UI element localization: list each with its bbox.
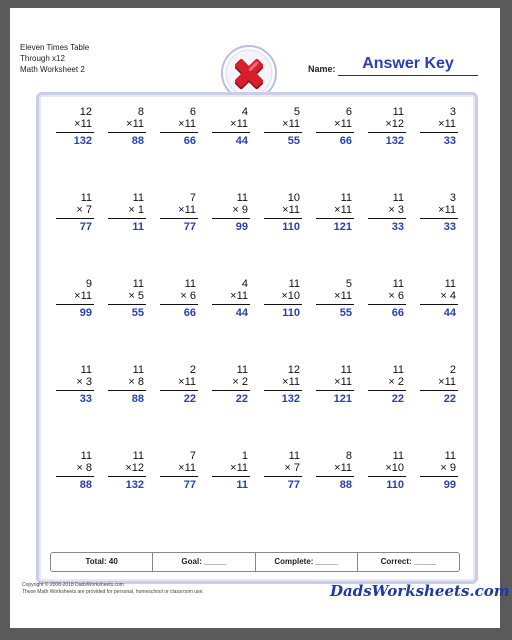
problem (312, 364, 356, 414)
answer-rule (264, 390, 302, 391)
multiplier: ×11 (230, 290, 248, 302)
problem (312, 450, 356, 500)
problem (104, 364, 148, 414)
answer-rule (160, 390, 198, 391)
multiplicand: 11 (392, 364, 404, 376)
problem (416, 106, 460, 156)
multiplier: ×11 (334, 376, 352, 388)
multiplicand: 12 (287, 364, 300, 376)
multiplier: ×11 (438, 376, 456, 388)
answer: 77 (287, 479, 300, 491)
multiplier: ×11 (178, 376, 196, 388)
answer: 66 (391, 307, 404, 319)
answer-rule (316, 218, 354, 219)
problem (416, 278, 460, 328)
multiplicand: 1 (241, 450, 248, 462)
answer: 11 (236, 479, 248, 491)
multiplier: × 8 (128, 376, 144, 388)
multiplier: ×11 (178, 118, 196, 130)
answer-rule (264, 132, 302, 133)
copyright-line-2: These Math Worksheets are provided for personal, homeschool or classroom use. (22, 589, 204, 595)
problem-row (42, 106, 462, 166)
answer: 88 (339, 479, 352, 491)
answer-rule (264, 218, 302, 219)
multiplicand: 11 (80, 450, 92, 462)
problem (208, 192, 252, 242)
problem (416, 450, 460, 500)
problem (416, 192, 460, 242)
answer-rule (368, 218, 406, 219)
answer-rule (212, 390, 250, 391)
problem (364, 364, 408, 414)
answer-rule (108, 476, 146, 477)
answer-rule (264, 476, 302, 477)
problem (260, 364, 304, 414)
answer: 66 (183, 307, 196, 319)
problem (208, 106, 252, 156)
multiplicand: 11 (392, 450, 404, 462)
answer: 99 (79, 307, 92, 319)
answer: 44 (443, 307, 456, 319)
problem (52, 364, 96, 414)
multiplier: ×11 (126, 118, 144, 130)
answer: 121 (333, 221, 352, 233)
total-count: Total: 40 (51, 553, 153, 571)
multiplicand: 12 (79, 106, 92, 118)
multiplicand: 11 (236, 364, 248, 376)
problem (52, 450, 96, 500)
problem (52, 106, 96, 156)
multiplicand: 11 (132, 450, 144, 462)
answer-rule (264, 304, 302, 305)
answer: 22 (391, 393, 404, 405)
multiplier: ×10 (281, 290, 300, 302)
answer-rule (56, 390, 94, 391)
multiplicand: 11 (444, 278, 456, 290)
multiplier: × 5 (128, 290, 144, 302)
multiplicand: 11 (444, 450, 456, 462)
multiplier: × 3 (388, 204, 404, 216)
multiplicand: 2 (449, 364, 456, 376)
multiplier: × 8 (76, 462, 92, 474)
multiplier: ×11 (178, 204, 196, 216)
problem (156, 192, 200, 242)
multiplier: × 9 (232, 204, 248, 216)
multiplicand: 6 (189, 106, 196, 118)
answer: 77 (183, 479, 196, 491)
answer-rule (108, 304, 146, 305)
problem-row (42, 364, 462, 424)
problem (312, 192, 356, 242)
answer-rule (316, 304, 354, 305)
multiplier: ×11 (438, 204, 456, 216)
multiplicand: 11 (340, 364, 352, 376)
multiplier: ×11 (334, 204, 352, 216)
problem (364, 192, 408, 242)
multiplier: × 9 (440, 462, 456, 474)
multiplier: ×10 (385, 462, 404, 474)
title-line-1: Eleven Times Table (20, 43, 90, 52)
multiplicand: 3 (449, 192, 456, 204)
multiplicand: 3 (449, 106, 456, 118)
multiplier: ×11 (282, 118, 300, 130)
multiplicand: 11 (392, 192, 404, 204)
multiplicand: 11 (132, 278, 144, 290)
multiplicand: 11 (392, 106, 404, 118)
multiplier: × 6 (388, 290, 404, 302)
multiplicand: 11 (132, 192, 144, 204)
answer: 44 (235, 135, 248, 147)
problem (364, 278, 408, 328)
multiplicand: 11 (236, 192, 248, 204)
name-label: Name: (308, 64, 336, 74)
answer-rule (420, 390, 458, 391)
problem (260, 450, 304, 500)
answer-rule (368, 390, 406, 391)
problem (260, 192, 304, 242)
answer-rule (108, 218, 146, 219)
answer: 55 (287, 135, 300, 147)
answer-rule (56, 218, 94, 219)
multiplicand: 11 (184, 278, 196, 290)
answer-rule (368, 132, 406, 133)
multiplier: ×11 (334, 462, 352, 474)
problem (104, 278, 148, 328)
answer-rule (108, 132, 146, 133)
answer-rule (160, 476, 198, 477)
answer: 132 (125, 479, 144, 491)
multiplier: × 1 (128, 204, 144, 216)
name-field (296, 55, 496, 77)
multiplicand: 10 (287, 192, 300, 204)
multiplier: ×11 (334, 290, 352, 302)
answer: 66 (183, 135, 196, 147)
answer: 77 (79, 221, 92, 233)
problem (104, 450, 148, 500)
answer-rule (108, 390, 146, 391)
answer-rule (160, 132, 198, 133)
problem (52, 278, 96, 328)
problem (156, 450, 200, 500)
multiplier: × 2 (232, 376, 248, 388)
problem-row (42, 278, 462, 338)
problem (364, 450, 408, 500)
answer-key-label: Answer Key (338, 55, 478, 76)
answer: 88 (131, 135, 144, 147)
answer: 33 (79, 393, 92, 405)
multiplicand: 11 (80, 364, 92, 376)
multiplier: × 2 (388, 376, 404, 388)
answer-rule (56, 304, 94, 305)
answer-rule (420, 218, 458, 219)
worksheet-title (20, 42, 89, 75)
problem (416, 364, 460, 414)
problem (156, 278, 200, 328)
answer-rule (160, 218, 198, 219)
correct-field: Correct: _____ (380, 557, 437, 566)
multiplicand: 5 (293, 106, 300, 118)
answer: 55 (131, 307, 144, 319)
answer: 88 (131, 393, 144, 405)
answer: 22 (443, 393, 456, 405)
multiplier: ×11 (438, 118, 456, 130)
multiplier: × 4 (440, 290, 456, 302)
multiplier: ×11 (282, 376, 300, 388)
problem (312, 106, 356, 156)
multiplicand: 4 (241, 106, 248, 118)
problem (52, 192, 96, 242)
problem (260, 106, 304, 156)
multiplicand: 2 (189, 364, 196, 376)
multiplier: ×11 (230, 462, 248, 474)
multiplier: ×12 (125, 462, 144, 474)
multiplier: ×11 (74, 290, 92, 302)
copyright-notice (22, 582, 204, 596)
answer: 121 (333, 393, 352, 405)
multiplicand: 11 (288, 450, 300, 462)
problem-row (42, 192, 462, 252)
multiplicand: 6 (345, 106, 352, 118)
multiplicand: 9 (85, 278, 92, 290)
brand-logo: DadsWorksheets.com (330, 582, 510, 600)
problem (208, 450, 252, 500)
answer-rule (212, 218, 250, 219)
multiplicand: 8 (137, 106, 144, 118)
title-line-2: Through x12 (20, 54, 65, 63)
multiplicand: 7 (189, 192, 196, 204)
multiplier: × 6 (180, 290, 196, 302)
answer: 132 (281, 393, 300, 405)
copyright-line-1: Copyright © 2008-2018 DadsWorksheets.com (22, 582, 124, 588)
answer: 22 (183, 393, 196, 405)
answer-rule (160, 304, 198, 305)
multiplier: × 3 (76, 376, 92, 388)
problem (156, 364, 200, 414)
answer-rule (368, 304, 406, 305)
multiplier: ×11 (178, 462, 196, 474)
answer-rule (420, 132, 458, 133)
answer: 88 (79, 479, 92, 491)
answer: 110 (282, 221, 300, 233)
answer: 33 (443, 135, 456, 147)
multiplier: ×11 (282, 204, 300, 216)
multiplier: ×11 (74, 118, 92, 130)
answer: 132 (385, 135, 404, 147)
answer: 99 (235, 221, 248, 233)
answer-rule (56, 132, 94, 133)
multiplier: ×12 (385, 118, 404, 130)
answer: 22 (235, 393, 248, 405)
multiplicand: 11 (132, 364, 144, 376)
answer: 33 (391, 221, 404, 233)
multiplier: ×11 (230, 118, 248, 130)
multiplicand: 11 (80, 192, 92, 204)
answer: 110 (282, 307, 300, 319)
problem (104, 192, 148, 242)
answer-rule (420, 476, 458, 477)
answer-rule (212, 476, 250, 477)
multiplier: × 7 (76, 204, 92, 216)
answer: 99 (443, 479, 456, 491)
answer: 33 (443, 221, 456, 233)
answer-rule (420, 304, 458, 305)
problem (208, 278, 252, 328)
answer: 77 (183, 221, 196, 233)
multiplicand: 7 (189, 450, 196, 462)
problem (312, 278, 356, 328)
title-line-3: Math Worksheet 2 (20, 65, 85, 74)
answer-rule (368, 476, 406, 477)
multiplicand: 5 (345, 278, 352, 290)
answer: 11 (132, 221, 144, 233)
problem (156, 106, 200, 156)
answer-rule (212, 132, 250, 133)
multiplicand: 8 (345, 450, 352, 462)
answer-rule (316, 390, 354, 391)
multiplicand: 11 (340, 192, 352, 204)
multiplier: × 7 (284, 462, 300, 474)
problem (260, 278, 304, 328)
answer-rule (316, 132, 354, 133)
multiplier: ×11 (334, 118, 352, 130)
answer-rule (56, 476, 94, 477)
answer: 55 (339, 307, 352, 319)
score-footer (50, 552, 460, 572)
answer-rule (316, 476, 354, 477)
problem (104, 106, 148, 156)
answer: 66 (339, 135, 352, 147)
complete-field: Complete: _____ (256, 553, 358, 571)
answer-rule (212, 304, 250, 305)
multiplicand: 11 (288, 278, 300, 290)
problem (208, 364, 252, 414)
problem (364, 106, 408, 156)
multiplicand: 4 (241, 278, 248, 290)
answer: 110 (386, 479, 404, 491)
multiplicand: 11 (392, 278, 404, 290)
answer: 132 (73, 135, 92, 147)
answer: 44 (235, 307, 248, 319)
problem-row (42, 450, 462, 510)
goal-field: Goal: _____ (153, 553, 255, 571)
